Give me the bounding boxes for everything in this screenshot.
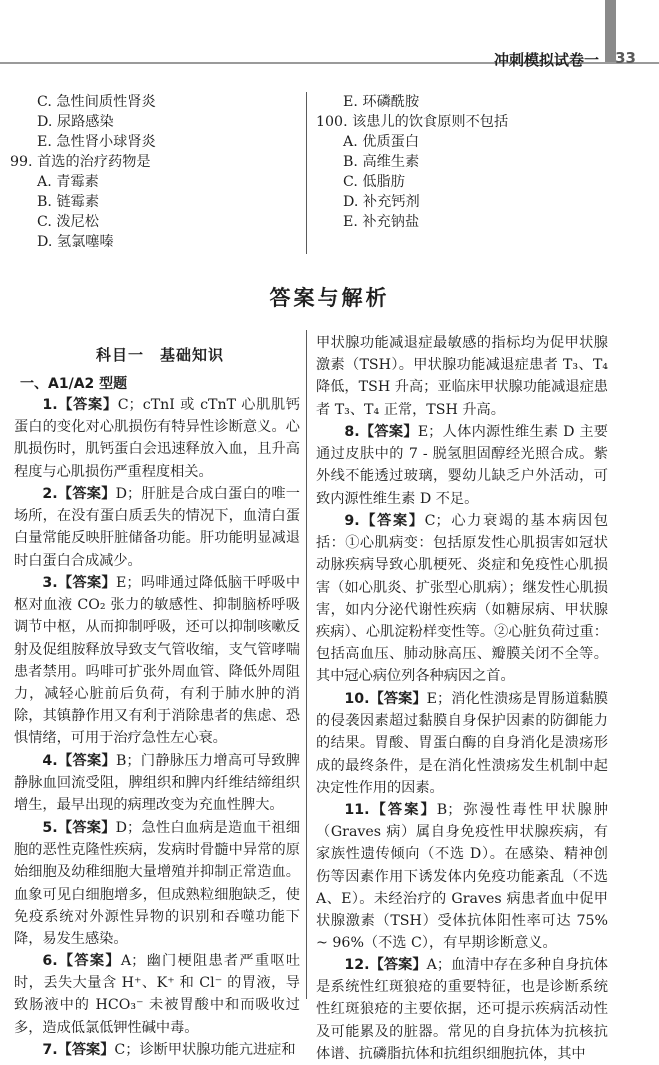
answer-label: 5.【答案】 [42,820,116,836]
answer-paragraph [316,421,608,510]
page-number: 33 [615,49,636,67]
question-stem: 100. 该患儿的饮食原则不包括 [316,114,509,130]
answer-paragraph [14,1039,300,1061]
answer-text: E；人体内源性维生素 D 主要通过皮肤中的 7 - 脱氢胆固醇经光照合成。紫外线不能透过玻璃，婴幼儿缺乏户外活动，可致内源性维生素 D 不足。 [316,424,608,507]
answer-paragraph [14,394,300,483]
answer-label: 12.【答案】 [344,957,427,973]
option-line: D. 补充钙剂 [343,194,420,210]
answer-text: D；肝脏是合成白蛋白的唯一场所，在没有蛋白质丢失的情况下，血清白蛋白量常能反映肝脏储备功能。肝功能明显减退时白蛋白合成减少。 [14,486,300,569]
option-line: C. 低脂肪 [343,174,405,190]
option-line: B. 链霉素 [37,194,100,210]
answer-paragraph [14,750,300,817]
answer-text: B；门静脉压力增高可导致脾静脉血回流受阻，脾组织和脾内纤维结缔组织增生，最早出现的病理改变为充血性脾大。 [14,753,300,814]
answer-paragraph [316,799,608,954]
answer-label: 2.【答案】 [42,486,116,502]
answer-paragraph [316,332,608,421]
option-line: A. 优质蛋白 [343,134,420,150]
subject-title: 科目一 基础知识 [95,346,224,364]
option-line: C. 急性间质性肾炎 [37,94,156,110]
answer-label: 7.【答案】 [42,1042,115,1058]
question-list-right [0,92,508,232]
answer-text: C；诊断甲状腺功能亢进症和 [114,1042,296,1058]
answer-paragraph [14,483,300,572]
subsection-title: 一、A1/A2 型题 [20,376,128,392]
option-line: C. 泼尼松 [37,214,99,230]
option-line: E. 环磷酰胺 [343,94,420,110]
answer-text: E；消化性溃疡是胃肠道黏膜的侵袭因素超过黏膜自身保护因素的防御能力的结果。胃酸、胃蛋白酶的自身消化是溃疡形成的最终条件，是在消化性溃疡发生机制中起决定性作用的因素。 [316,691,608,796]
answer-paragraph [316,510,608,688]
answer-paragraph [316,688,608,799]
answer-label: 9.【答案】 [344,513,425,529]
answer-text: E；吗啡通过降低脑干呼吸中枢对血液 CO₂ 张力的敏感性、抑制脑桥呼吸调节中枢，从而抑制呼吸，还可以抑制咳嗽反射及促组胺释放导致支气管收缩，支气管哮喘患者禁用。吗啡可扩张外周血管、降低外周阻力，减轻心脏前后负荷，有利于肺水肿的消除，其镇静作用又有利于消除患者的焦虑、恐惧情绪，可用于治疗急性左心衰。 [14,575,301,747]
answer-text: C；心力衰竭的基本病因包括：①心肌病变：包括原发性心肌损害如冠状动脉疾病导致心肌梗死、炎症和免疫性心肌损害（如心肌炎、扩张型心肌病）；继发性心肌损害，如内分泌代谢性疾病（如糖尿病、甲状腺疾病）、心肌淀粉样变性等。②心脏负荷过重：包括高血压、肺动脉高压、瓣膜关闭不全等。其中冠心病位列各种病因之首。 [316,513,609,685]
answer-text: A；幽门梗阻患者严重呕吐时，丢失大量含 H⁺、K⁺ 和 Cl⁻ 的胃液，导致肠液中的 HCO₃⁻ 未被胃酸中和而吸收过多，造成低氯低钾性碱中毒。 [14,953,301,1036]
option-line: E. 急性肾小球肾炎 [37,134,156,150]
option-line: B. 高维生素 [343,154,420,170]
answer-label: 4.【答案】 [42,753,116,769]
answer-paragraph [14,950,300,1039]
answer-label: 3.【答案】 [42,575,116,591]
answer-text: 甲状腺功能减退症最敏感的指标均为促甲状腺激素（TSH）。甲状腺功能减退症患者 T₃、T₄ 降低，TSH 升高；亚临床甲状腺功能减退症患者 T₃、T₄ 正常，TSH 升高。 [316,335,608,418]
answer-text: C；cTnI 或 cTnT 心肌肌钙蛋白的变化对心肌损伤有特异性诊断意义。心肌损伤时，肌钙蛋白会迅速释放入血，且升高程度与心肌损伤严重程度相关。 [14,397,300,480]
answer-label: 6.【答案】 [42,953,121,969]
answer-text: A；血清中存在多种自身抗体是系统性红斑狼疮的重要特征，也是诊断系统性红斑狼疮的主要依据，还可提示疾病活动性及可能累及的脏器。常见的自身抗体为抗核抗体谱、抗磷脂抗体和抗组织细胞抗体，其中 [316,957,608,1062]
answer-paragraph [14,572,300,750]
answer-label: 8.【答案】 [344,424,418,440]
option-line: A. 青霉素 [37,174,99,190]
answer-paragraph [14,817,300,950]
column-divider-bottom [306,330,307,999]
option-line: E. 补充钠盐 [343,214,420,230]
option-line: D. 尿路感染 [37,114,114,130]
answer-label: 11.【答案】 [344,802,437,818]
answer-label: 1.【答案】 [42,397,118,413]
answer-label: 10.【答案】 [344,691,427,707]
option-line: D. 氢氯噻嗪 [37,234,114,250]
section-title: 答案与解析 [269,286,390,310]
question-stem: 99. 首选的治疗药物是 [10,154,151,170]
answer-text: D；急性白血病是造血干祖细胞的恶性克隆性疾病，发病时骨髓中异常的原始细胞及幼稚细胞大量增殖并抑制正常造血。血象可见白细胞增多，但成熟粒细胞缺乏，使免疫系统对外源性异物的识别和吞噬功能下降，易发生感染。 [14,820,300,948]
answer-text: B；弥漫性毒性甲状腺肿（Graves 病）属自身免疫性甲状腺疾病，有家族性遗传倾向（不选 D）。在感染、精神创伤等因素作用下诱发体内免疫功能紊乱（不选 A、E）。未经治疗的 Graves 病患者血中促甲状腺激素（TSH）受体抗体阳性率可达 75% ~ 96%（不选 C），有早期诊断意义。 [316,802,608,952]
running-header-title: 冲刺模拟试卷一 [493,51,599,69]
answer-paragraph [316,954,608,1065]
